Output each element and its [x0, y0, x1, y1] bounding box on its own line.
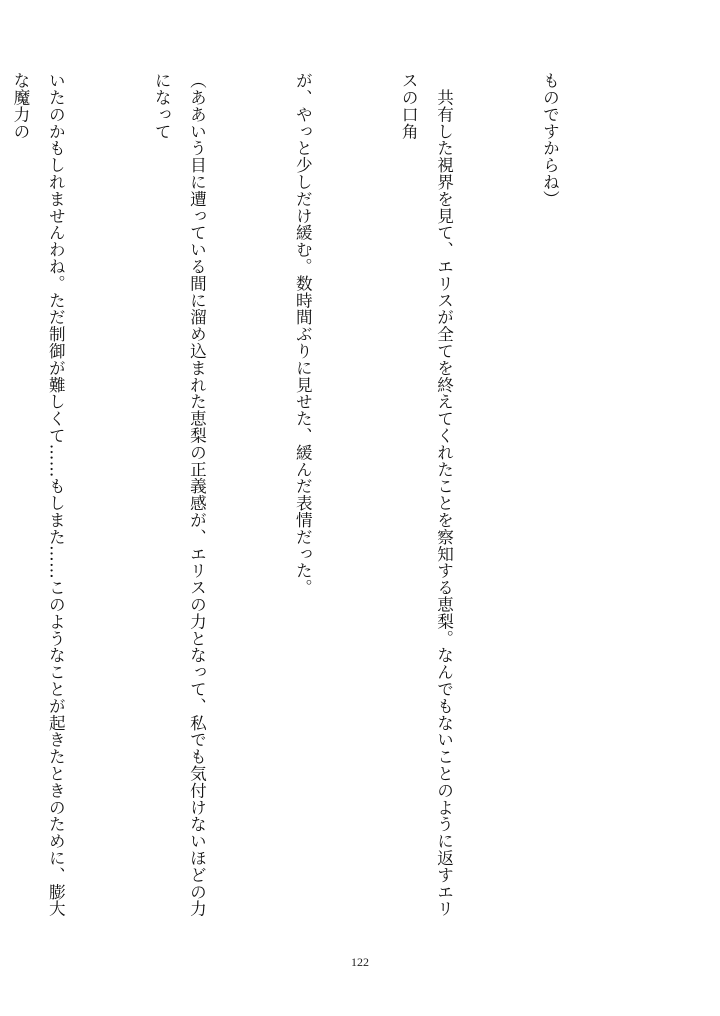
- text-line: 共有した視界を見て、エリスが全てを終えてくれたことを察知する恵梨。なんでもないことのように返すエリスの口角: [399, 72, 454, 917]
- text-line: ものですからね）: [540, 72, 560, 208]
- page-number: 122: [351, 955, 369, 969]
- text-line: いたのかもしれませんわね。ただ制御が難しくて……もしまた……このようなことが起きたときのために、膨大な魔力の: [10, 72, 66, 917]
- vertical-text-body: [10, 72, 638, 932]
- text-line: が、やっと少しだけ緩む。数時間ぶりに見せた、緩んだ表情だった。: [293, 72, 313, 596]
- text-line: （ああいう目に遭っている間に溜め込まれた恵梨の正義感が、エリスの力となって、私でも気付けないほどの力になって: [152, 72, 207, 917]
